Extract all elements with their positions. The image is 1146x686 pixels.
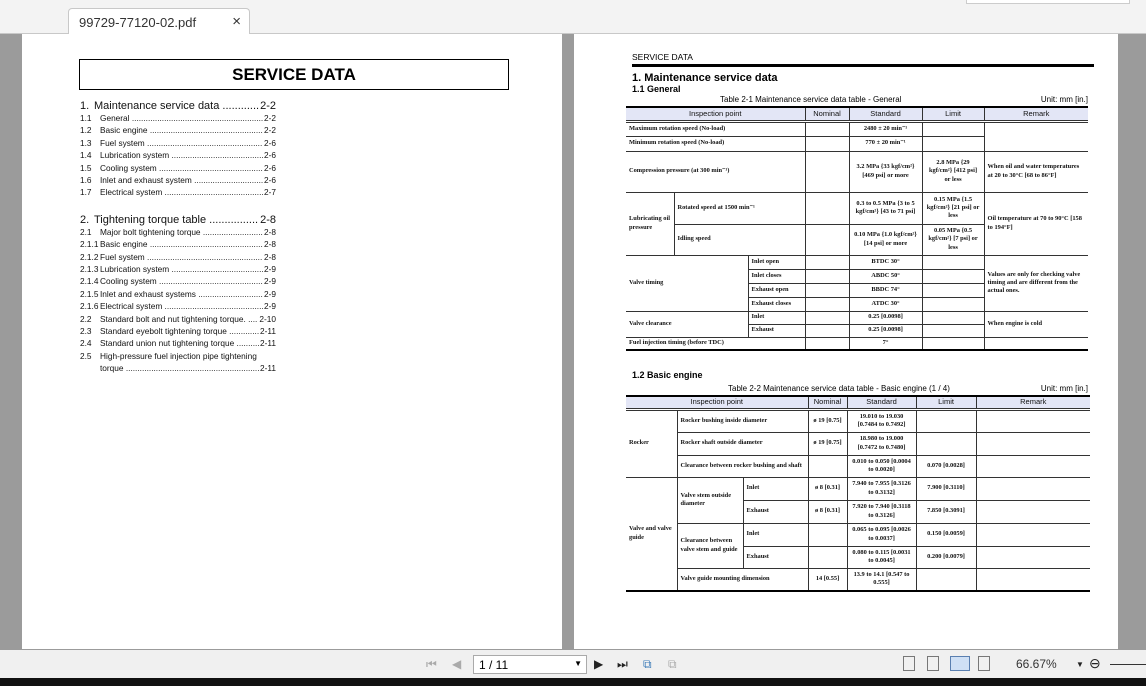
table-cell: 0.05 MPa {0.5 kgf/cm²} [7 psi] or less [922, 224, 984, 255]
table-cell: Inlet open [748, 255, 805, 269]
table-cell: Lubricating oil pressure [626, 192, 674, 255]
table-cell: ø 19 [0.75] [808, 409, 847, 432]
table-row [626, 311, 1088, 324]
table-cell: Valve clearance [626, 311, 748, 337]
toc-page: 2-10 [259, 313, 276, 324]
table-unit: Unit: mm [in.] [1040, 384, 1088, 393]
table-cell: Clearance between valve stem and guide [677, 523, 743, 568]
toc-entry[interactable] [80, 113, 276, 123]
toc-entry[interactable] [80, 289, 276, 299]
toc-number: 2.2 [80, 313, 92, 324]
toc-entry[interactable] [80, 150, 276, 160]
table-cell: 0.25 [0.0098] [849, 324, 922, 337]
table-cell: 0.065 to 0.095 [0.0026 to 0.0037] [847, 523, 916, 546]
table-cell: Minimum rotation speed (No-load) [626, 136, 805, 151]
table-cell: 14 [0.55] [808, 568, 847, 591]
toc-label: High-pressure fuel injection pipe tightening [100, 350, 257, 361]
page-number-select[interactable] [473, 655, 587, 674]
toc-page: 2-11 [260, 326, 276, 336]
toc-label: Basic engine ..... [100, 125, 263, 135]
pdf-page-left [22, 34, 562, 649]
col-inspection: Inspection point [626, 107, 805, 121]
toc-number: 1.5 [80, 162, 92, 173]
table-cell: Idling speed [674, 224, 805, 255]
tab-title: 99729-77120-02.pdf [79, 15, 197, 30]
table-cell [976, 477, 1090, 500]
toc-number: 1.6 [80, 175, 92, 185]
table-cell: BBDC 74° [849, 283, 922, 297]
table-cell: 18.980 to 19.000 [0.7472 to 0.7480] [847, 432, 916, 455]
table-cell: Valve stem outside diameter [677, 477, 743, 523]
table-cell: 0.010 to 0.050 [0.0004 to 0.0020] [847, 455, 916, 477]
toc-entry[interactable] [80, 227, 276, 237]
toc-number: 2.1.2 [80, 251, 99, 262]
subsection-heading: 1.2 Basic engine [632, 370, 703, 380]
table-cell: Exhaust [743, 500, 808, 523]
table-cell [808, 455, 847, 477]
toc-page: 2-11 [260, 338, 276, 349]
toc-entry[interactable] [80, 187, 276, 197]
toc-label: Standard bolt and nut tightening torque. ..... [100, 314, 258, 324]
taskbar [0, 678, 1146, 686]
table-cell [922, 121, 984, 136]
toc-number: 2.1.3 [80, 264, 99, 274]
table-row [626, 255, 1088, 269]
extract-page-icon[interactable]: ⧉ [668, 657, 677, 671]
table-cell [976, 568, 1090, 591]
toc-page: 2-7 [264, 187, 276, 198]
toc-page: 2-2 [264, 113, 276, 123]
table-cell [805, 224, 849, 255]
col-inspection: Inspection point [626, 396, 808, 409]
table-cell [922, 311, 984, 324]
toc-entry[interactable] [80, 326, 276, 336]
table-cell: Oil temperature at 70 to 90°C [158 to 194°F] [984, 192, 1088, 255]
window-strip [966, 0, 1130, 4]
toc-number: 1.3 [80, 137, 92, 148]
continuous-view-icon[interactable] [927, 656, 939, 671]
table-cell: 7.900 [0.3110] [916, 477, 976, 500]
toc-page: 2-6 [264, 150, 276, 161]
toc-number: 1.2 [80, 125, 92, 136]
table-cell: Maximum rotation speed (No-load) [626, 121, 805, 136]
table-cell [976, 523, 1090, 546]
table-cell [922, 324, 984, 337]
table-cell: When engine is cold [984, 311, 1088, 337]
table-row [626, 409, 1090, 432]
toc-label: Basic engine ..... [100, 239, 263, 249]
section-heading: 1. Maintenance service data [632, 72, 778, 84]
general-data-table [626, 106, 1088, 351]
table-caption: Table 2-1 Maintenance service data table - General [720, 95, 902, 104]
close-tab-icon[interactable]: × [232, 13, 241, 30]
table-cell: Inlet [743, 523, 808, 546]
table-row [626, 523, 1090, 546]
toc-label: Fuel system ..... [100, 252, 263, 262]
running-header: SERVICE DATA [632, 52, 693, 62]
table-cell: Rotated speed at 1500 min⁻¹ [674, 192, 805, 224]
scrollbar[interactable] [1120, 34, 1146, 649]
table-row [626, 568, 1090, 591]
toc-page: 2-8 [260, 213, 276, 226]
toc-number: 2.1.4 [80, 276, 99, 287]
toc-page: 2-2 [260, 100, 276, 112]
toc-number: 2. [80, 213, 90, 226]
table-cell [805, 255, 849, 269]
toc-number: 1.4 [80, 150, 92, 161]
toc-number: 1.7 [80, 187, 92, 198]
toc-page: 2-11 [260, 363, 276, 374]
toc-entry[interactable] [80, 264, 276, 274]
table-cell: 7.940 to 7.955 [0.3126 to 0.3132] [847, 477, 916, 500]
toc-entry[interactable] [80, 125, 276, 135]
col-nominal: Nominal [805, 107, 849, 121]
table-cell [805, 151, 849, 192]
toc-page: 2-9 [264, 288, 276, 299]
toc-number: 2.4 [80, 338, 92, 349]
toc-label: Fuel system ..... [100, 138, 263, 148]
toc-entry[interactable] [80, 338, 276, 348]
table-cell: 0.080 to 0.115 [0.0031 to 0.0045] [847, 546, 916, 568]
toc-page: 2-9 [264, 276, 276, 287]
table-cell: Exhaust open [748, 283, 805, 297]
table-cell: Clearance between rocker bushing and shaft [677, 455, 808, 477]
table-unit: Unit: mm [in.] [1040, 95, 1088, 104]
table-cell [805, 337, 849, 350]
pdf-toolbar [0, 650, 1146, 678]
table-cell [922, 297, 984, 311]
table-cell: Exhaust [743, 546, 808, 568]
table-cell [808, 523, 847, 546]
table-cell: 0.070 [0.0028] [916, 455, 976, 477]
table-cell [976, 500, 1090, 523]
table-cell: Valve timing [626, 255, 748, 311]
table-cell: ø 19 [0.75] [808, 432, 847, 455]
toc-label: Lubrication system ..... [100, 264, 263, 274]
table-cell [976, 546, 1090, 568]
toc-number [80, 363, 100, 373]
table-cell [984, 121, 1088, 151]
table-cell: 0.15 MPa {1.5 kgf/cm²} [21 psi] or less [922, 192, 984, 224]
table-cell [805, 311, 849, 324]
toc-number: 1. [80, 100, 90, 112]
toc-number: 1.1 [80, 113, 92, 123]
toc-label: Inlet and exhaust system ..... [100, 175, 263, 185]
table-cell: Rocker [626, 409, 677, 477]
toc-label: Electrical system ..... [100, 301, 263, 311]
toc-number: 2.1 [80, 226, 92, 237]
table-cell [922, 136, 984, 151]
toc-entry[interactable] [80, 363, 276, 373]
toc-label: Standard union nut tightening torque ..... [100, 338, 259, 348]
toc-label: Major bolt tightening torque ..... [100, 227, 263, 237]
table-cell: Inlet [743, 477, 808, 500]
table-cell [916, 409, 976, 432]
table-cell [976, 432, 1090, 455]
zoom-slider[interactable] [1110, 664, 1146, 665]
table-cell: 0.3 to 0.5 MPa {3 to 5 kgf/cm²} [43 to 71 psi] [849, 192, 922, 224]
toc-entry[interactable] [80, 214, 276, 226]
toc-label: torque ..... [100, 363, 259, 373]
toc-entry[interactable] [80, 252, 276, 262]
table-cell [808, 546, 847, 568]
toc-number: 2.1.1 [80, 239, 99, 250]
two-page-view-icon[interactable] [950, 656, 970, 671]
table-caption: Table 2-2 Maintenance service data table - Basic engine (1 / 4) [728, 384, 950, 393]
table-cell: Inlet closes [748, 269, 805, 283]
table-cell: 2480 ± 20 min⁻¹ [849, 121, 922, 136]
col-standard: Standard [849, 107, 922, 121]
toc-entry[interactable] [80, 138, 276, 148]
table-cell [922, 269, 984, 283]
toc-label: Standard eyebolt tightening torque ..... [100, 326, 259, 336]
table-cell [922, 283, 984, 297]
toc-page: 2-6 [264, 175, 276, 185]
table-cell: 7° [849, 337, 922, 350]
table-cell: 2.8 MPa {29 kgf/cm²} [412 psi] or less [922, 151, 984, 192]
table-cell: Exhaust closes [748, 297, 805, 311]
table-cell: BTDC 30° [849, 255, 922, 269]
table-cell: ø 8 [0.31] [808, 500, 847, 523]
toc-entry[interactable] [80, 314, 276, 324]
table-cell: Rocker shaft outside diameter [677, 432, 808, 455]
single-page-view-icon[interactable] [903, 656, 915, 671]
table-row [626, 192, 1088, 224]
table-row [626, 121, 1088, 136]
toc-label: General ..... [100, 113, 263, 123]
table-cell: ATDC 30° [849, 297, 922, 311]
toc-number: 2.3 [80, 326, 92, 336]
table-cell [805, 269, 849, 283]
table-cell: Exhaust [748, 324, 805, 337]
subsection-heading: 1.1 General [632, 84, 681, 94]
toc-page: 2-9 [264, 264, 276, 274]
document-tab[interactable] [68, 8, 250, 35]
toc-label: Lubrication system ..... [100, 150, 263, 160]
toc-entry[interactable] [80, 301, 276, 311]
table-cell [916, 432, 976, 455]
col-limit: Limit [916, 396, 976, 409]
table-row [626, 477, 1090, 500]
table-cell: 0.25 [0.0098] [849, 311, 922, 324]
table-cell [976, 409, 1090, 432]
basic-engine-table [626, 395, 1090, 592]
table-row [626, 455, 1090, 477]
toc-number: 2.1.6 [80, 301, 99, 312]
two-page-continuous-view-icon[interactable] [978, 656, 990, 671]
table-row [626, 432, 1090, 455]
table-cell: Inlet [748, 311, 805, 324]
table-cell: 7.920 to 7.940 [0.3118 to 0.3126] [847, 500, 916, 523]
table-cell: ø 8 [0.31] [808, 477, 847, 500]
toc-entry[interactable] [80, 175, 276, 185]
table-row [626, 151, 1088, 192]
table-cell: Valve guide mounting dimension [677, 568, 808, 591]
rotate-view-icon[interactable]: ⧉ [643, 657, 652, 671]
tab-bar [0, 0, 1146, 34]
zoom-dropdown-icon[interactable]: ▼ [1076, 660, 1084, 669]
table-row [626, 337, 1088, 350]
chevron-down-icon: ▼ [574, 659, 582, 668]
next-page-icon[interactable]: ▶ [594, 657, 604, 671]
toc-label: Electrical system ..... [100, 187, 263, 197]
table-cell [805, 324, 849, 337]
table-cell [916, 568, 976, 591]
zoom-level[interactable]: 66.67% [1016, 657, 1057, 671]
toc-page: 2-6 [264, 137, 276, 148]
toc-label: Tightening torque table ..... [94, 214, 259, 226]
table-cell: Valve and valve guide [626, 477, 677, 591]
zoom-out-icon[interactable]: ⊖ [1089, 655, 1101, 671]
table-cell [805, 297, 849, 311]
last-page-icon[interactable]: ⏭ [617, 657, 628, 671]
toc-label: Inlet and exhaust systems ..... [100, 289, 263, 299]
table-cell: ABDC 50° [849, 269, 922, 283]
prev-page-icon[interactable]: ◀ [452, 657, 462, 671]
page-title: SERVICE DATA [79, 59, 509, 90]
table-cell: 0.200 [0.0079] [916, 546, 976, 568]
table-cell: 0.10 MPa {1.0 kgf/cm²} [14 psi] or more [849, 224, 922, 255]
toc-entry[interactable] [80, 100, 276, 112]
table-cell [805, 136, 849, 151]
table-cell [805, 192, 849, 224]
table-cell [984, 337, 1088, 350]
table-cell: 7.850 [0.3091] [916, 500, 976, 523]
table-cell: Values are only for checking valve timing and are different from the actual ones. [984, 255, 1088, 311]
col-nominal: Nominal [808, 396, 847, 409]
header-rule [632, 64, 1094, 67]
toc-entry[interactable] [80, 239, 276, 249]
table-cell: 0.150 [0.0059] [916, 523, 976, 546]
table-cell: Fuel injection timing (before TDC) [626, 337, 805, 350]
table-cell: 770 ± 20 min⁻¹ [849, 136, 922, 151]
table-cell: Rocker bushing inside diameter [677, 409, 808, 432]
toc-label: Maintenance service data ..... [94, 100, 259, 112]
table-cell [976, 455, 1090, 477]
table-cell: When oil and water temperatures at 20 to 30°C [68 to 86°F] [984, 151, 1088, 192]
col-remark: Remark [976, 396, 1090, 409]
table-cell: 19.010 to 19.030 [0.7484 to 0.7492] [847, 409, 916, 432]
page-number-value: 1 / 11 [479, 658, 509, 672]
table-cell: 3.2 MPa {33 kgf/cm²} [469 psi] or more [849, 151, 922, 192]
toc-label: Cooling system ..... [100, 163, 263, 173]
toc-label: Cooling system ..... [100, 276, 263, 286]
col-remark: Remark [984, 107, 1088, 121]
toc-page: 2-2 [264, 125, 276, 136]
table-cell [805, 121, 849, 136]
first-page-icon[interactable]: ⏮ [426, 657, 437, 671]
table-cell: Compression pressure (at 300 min⁻¹) [626, 151, 805, 192]
toc-page: 2-8 [264, 226, 276, 237]
toc-entry[interactable] [80, 276, 276, 286]
col-limit: Limit [922, 107, 984, 121]
toc-page: 2-8 [264, 251, 276, 262]
table-cell [922, 337, 984, 350]
pdf-page-right [574, 34, 1118, 649]
table-cell [805, 283, 849, 297]
table-cell: 13.9 to 14.1 [0.547 to 0.555] [847, 568, 916, 591]
toc-entry[interactable] [80, 351, 276, 361]
toc-number: 2.5 [80, 350, 92, 361]
col-standard: Standard [847, 396, 916, 409]
toc-entry[interactable] [80, 163, 276, 173]
toc-number: 2.1.5 [80, 288, 99, 299]
toc-page: 2-6 [264, 162, 276, 173]
toc-page: 2-8 [264, 239, 276, 250]
toc-page [257, 351, 258, 361]
table-cell [922, 255, 984, 269]
toc-page: 2-9 [264, 301, 276, 312]
